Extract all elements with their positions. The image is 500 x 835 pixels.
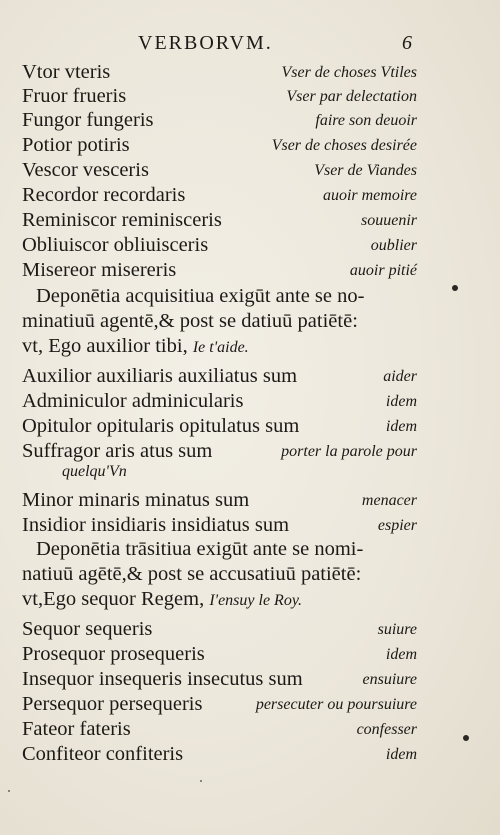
running-head: VERBORVM. xyxy=(138,32,273,54)
paragraph-line: minatiuū agentē,& post se datiuū patiētē: xyxy=(22,310,358,332)
entry-line xyxy=(22,717,417,741)
entry-line xyxy=(22,667,417,691)
french-gloss: suiure xyxy=(377,621,417,638)
paragraph-line: natiuū agētē,& post se accusatiuū patiētē: xyxy=(22,563,362,585)
french-gloss: auoir memoire xyxy=(322,187,417,204)
entry-line xyxy=(22,617,417,641)
french-gloss: oublier xyxy=(370,237,417,254)
latin-verb: Potior potiris xyxy=(22,134,130,156)
entry-line xyxy=(22,60,417,84)
french-gloss: idem xyxy=(385,418,417,435)
french-gloss: auoir pitié xyxy=(349,262,417,279)
latin-verb: Fruor frueris xyxy=(22,85,127,107)
french-gloss-continuation: quelqu'Vn xyxy=(62,463,127,480)
example-french: I'ensuy le Roy. xyxy=(209,592,303,609)
entry-line xyxy=(22,414,417,438)
french-gloss: Vser de choses desirée xyxy=(271,137,417,154)
latin-verb: Minor minaris minatus sum xyxy=(22,489,250,511)
example-latin: vt,Ego sequor Regem, xyxy=(22,588,205,610)
paragraph-line xyxy=(22,587,422,613)
page-header xyxy=(0,32,500,58)
french-gloss: aider xyxy=(383,368,417,385)
latin-verb: Insidior insidiaris insidiatus sum xyxy=(22,514,290,536)
french-gloss: idem xyxy=(385,393,417,410)
latin-verb: Opitulor opitularis opitulatus sum xyxy=(22,415,300,437)
page-number: 6 xyxy=(402,32,412,54)
french-gloss: espier xyxy=(377,517,417,534)
latin-verb: Fateor fateris xyxy=(22,718,131,740)
latin-verb: Vtor vteris xyxy=(22,61,111,83)
latin-verb: Reminiscor reminisceris xyxy=(22,209,222,231)
entry-line xyxy=(22,84,417,108)
latin-verb: Fungor fungeris xyxy=(22,109,154,131)
french-gloss: souuenir xyxy=(361,212,417,229)
latin-verb: Confiteor confiteris xyxy=(22,743,184,765)
french-gloss: ensuiure xyxy=(362,671,417,688)
french-gloss: Vser de choses Vtiles xyxy=(281,64,417,81)
rule-paragraph xyxy=(22,284,422,360)
french-gloss: persecuter ou poursuiure xyxy=(255,696,417,713)
latin-verb: Sequor sequeris xyxy=(22,618,153,640)
french-gloss: faire son deuoir xyxy=(315,112,417,129)
entry-line xyxy=(22,233,417,257)
entry-line xyxy=(22,642,417,666)
french-gloss: confesser xyxy=(356,721,417,738)
latin-verb: Insequor insequeris insecutus sum xyxy=(22,668,303,690)
latin-verb: Persequor persequeris xyxy=(22,693,203,715)
paragraph-line: Deponētia trāsitiua exigūt ante se nomi- xyxy=(36,538,364,560)
paragraph-line xyxy=(22,334,422,360)
latin-verb: Misereor misereris xyxy=(22,259,177,281)
paper-speck xyxy=(8,790,10,792)
entry-line xyxy=(22,158,417,182)
latin-verb: Obliuiscor obliuisceris xyxy=(22,234,209,256)
entry-line xyxy=(22,513,417,537)
latin-verb: Prosequor prosequeris xyxy=(22,643,205,665)
latin-verb: Suffragor aris atus sum xyxy=(22,440,213,462)
entry-line xyxy=(22,108,417,132)
french-gloss: Vser par delectation xyxy=(286,88,417,105)
entry-line xyxy=(22,364,417,388)
french-gloss: idem xyxy=(385,746,417,763)
french-gloss: Vser de Viandes xyxy=(314,162,417,179)
example-latin: vt, Ego auxilior tibi, xyxy=(22,335,188,357)
entry-line xyxy=(22,389,417,413)
entry-line xyxy=(22,488,417,512)
latin-verb: Recordor recordaris xyxy=(22,184,186,206)
rule-paragraph xyxy=(22,537,422,613)
paragraph-line: Deponētia acquisitiua exigūt ante se no- xyxy=(36,285,365,307)
margin-dot xyxy=(452,285,458,291)
entry-line xyxy=(22,692,417,716)
entry-line xyxy=(22,439,417,463)
latin-verb: Auxilior auxiliaris auxiliatus sum xyxy=(22,365,298,387)
paper-speck xyxy=(200,780,202,782)
example-french: Ie t'aide. xyxy=(192,339,249,356)
french-gloss: idem xyxy=(385,646,417,663)
entry-line xyxy=(22,208,417,232)
entry-line xyxy=(22,183,417,207)
french-gloss: porter la parole pour xyxy=(281,443,417,460)
entry-line xyxy=(22,133,417,157)
latin-verb: Vescor vesceris xyxy=(22,159,149,181)
entry-line xyxy=(22,258,417,282)
latin-verb: Adminiculor adminicularis xyxy=(22,390,244,412)
margin-dot xyxy=(463,735,469,741)
french-gloss: menacer xyxy=(361,492,417,509)
entry-line xyxy=(22,742,417,766)
